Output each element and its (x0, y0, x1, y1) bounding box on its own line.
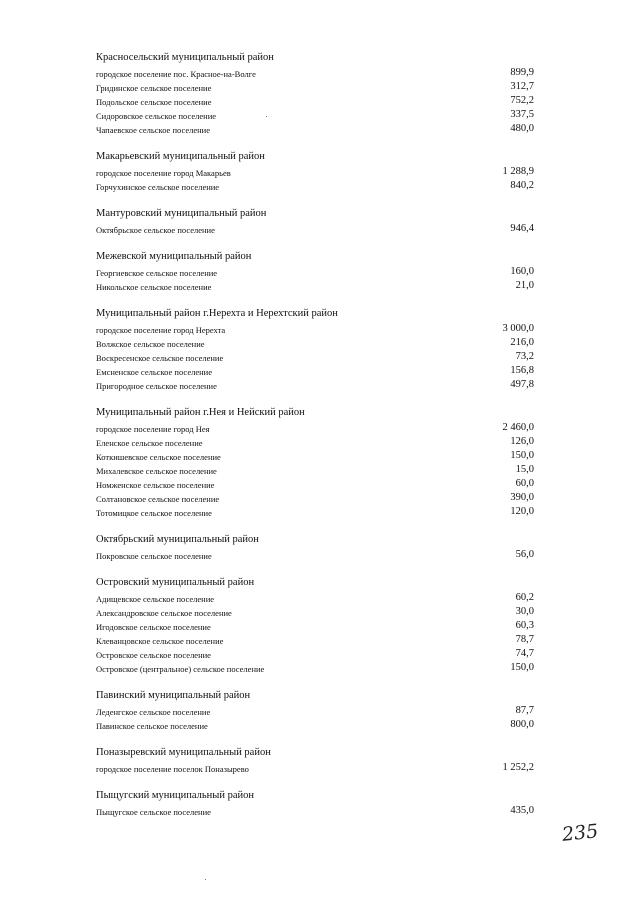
settlement-amount: 56,0 (515, 549, 534, 560)
settlement-name: Леденгское сельское поселение (96, 707, 211, 717)
settlement-row (96, 350, 540, 364)
settlement-amount: 946,4 (510, 223, 534, 234)
settlement-amount: 337,5 (510, 109, 534, 120)
district-block (96, 50, 540, 136)
settlement-row (96, 122, 540, 136)
settlement-amount: 73,2 (515, 351, 534, 362)
settlement-name: Павинское сельское поселение (96, 721, 208, 731)
handwritten-page-number: 235 (560, 820, 600, 846)
settlement-name: Тотомицкое сельское поселение (96, 508, 212, 518)
settlement-amount: 480,0 (510, 123, 534, 134)
district-title: Островский муниципальный район (96, 577, 255, 588)
settlement-row (96, 477, 540, 491)
settlement-name: Волжское сельское поселение (96, 339, 205, 349)
document-body (96, 50, 540, 831)
settlement-amount: 840,2 (510, 180, 534, 191)
settlement-amount: 87,7 (515, 705, 534, 716)
settlement-row (96, 591, 540, 605)
settlement-amount: 60,0 (515, 478, 534, 489)
settlement-name: Покровское сельское поселение (96, 551, 212, 561)
settlement-row (96, 66, 540, 80)
settlement-amount: 156,8 (510, 365, 534, 376)
scan-speck (205, 879, 206, 880)
settlement-amount: 1 288,9 (502, 166, 534, 177)
district-title: Павинский муниципальный район (96, 690, 251, 701)
settlement-row (96, 619, 540, 633)
settlement-row (96, 322, 540, 336)
settlement-name: городское поселение поселок Поназырево (96, 764, 249, 774)
settlement-name: Клеванцовское сельское поселение (96, 636, 224, 646)
settlement-row (96, 94, 540, 108)
district-block (96, 788, 540, 818)
settlement-amount: 2 460,0 (502, 422, 534, 433)
settlement-name: Чапаевское сельское поселение (96, 125, 210, 135)
settlement-name: городское поселение город Макарьев (96, 168, 231, 178)
settlement-row (96, 463, 540, 477)
settlement-row (96, 165, 540, 179)
settlement-name: Емсненское сельское поселение (96, 367, 212, 377)
settlement-row (96, 108, 540, 122)
settlement-amount: 120,0 (510, 506, 534, 517)
settlement-row (96, 704, 540, 718)
settlement-row (96, 421, 540, 435)
settlement-amount: 60,3 (515, 620, 534, 631)
settlement-name: Номженское сельское поселение (96, 480, 215, 490)
settlement-row (96, 661, 540, 675)
settlement-row (96, 265, 540, 279)
settlement-amount: 126,0 (510, 436, 534, 447)
settlement-name: Пыщугское сельское поселение (96, 807, 211, 817)
district-title: Октябрьский муниципальный район (96, 534, 259, 545)
settlement-name: Адищевское сельское поселение (96, 594, 215, 604)
settlement-amount: 1 252,2 (502, 762, 534, 773)
settlement-name: Гридинское сельское поселение (96, 83, 212, 93)
settlement-amount: 435,0 (510, 805, 534, 816)
district-block (96, 206, 540, 236)
district-block (96, 405, 540, 519)
settlement-name: Никольское сельское поселение (96, 282, 212, 292)
settlement-name: Еленское сельское поселение (96, 438, 203, 448)
settlement-amount: 752,2 (510, 95, 534, 106)
settlement-row (96, 505, 540, 519)
settlement-amount: 150,0 (510, 450, 534, 461)
district-block (96, 532, 540, 562)
settlement-row (96, 761, 540, 775)
settlement-row (96, 605, 540, 619)
settlement-name: Подольское сельское поселение (96, 97, 212, 107)
district-block (96, 149, 540, 193)
settlement-name: Георгиевское сельское поселение (96, 268, 218, 278)
settlement-name: Пригородное сельское поселение (96, 381, 217, 391)
settlement-row (96, 491, 540, 505)
settlement-amount: 216,0 (510, 337, 534, 348)
settlement-name: Коткишевское сельское поселение (96, 452, 221, 462)
settlement-name: Октябрьское сельское поселение (96, 225, 215, 235)
district-title: Поназыревский муниципальный район (96, 747, 271, 758)
settlement-row (96, 179, 540, 193)
settlement-amount: 312,7 (510, 81, 534, 92)
settlement-name: Сидоровское сельское поселение (96, 111, 217, 121)
settlement-amount: 150,0 (510, 662, 534, 673)
settlement-name: Островское (центральное) сельское поселение (96, 664, 265, 674)
district-title: Макарьевский муниципальный район (96, 151, 265, 162)
settlement-amount: 497,8 (510, 379, 534, 390)
settlement-row (96, 647, 540, 661)
settlement-row (96, 279, 540, 293)
settlement-name: Островское сельское поселение (96, 650, 211, 660)
district-title: Мантуровский муниципальный район (96, 208, 267, 219)
settlement-row (96, 80, 540, 94)
settlement-row (96, 633, 540, 647)
settlement-row (96, 718, 540, 732)
settlement-name: Александровское сельское поселение (96, 608, 232, 618)
settlement-amount: 30,0 (515, 606, 534, 617)
district-title: Красносельский муниципальный район (96, 52, 274, 63)
district-block (96, 688, 540, 732)
settlement-row (96, 364, 540, 378)
settlement-name: городское поселение пос. Красное-на-Волге (96, 69, 256, 79)
settlement-name: Михалевское сельское поселение (96, 466, 217, 476)
settlement-amount: 390,0 (510, 492, 534, 503)
settlement-amount: 800,0 (510, 719, 534, 730)
settlement-row (96, 804, 540, 818)
settlement-amount: 15,0 (515, 464, 534, 475)
settlement-row (96, 435, 540, 449)
settlement-name: Солтановское сельское поселение (96, 494, 220, 504)
settlement-amount: 74,7 (515, 648, 534, 659)
settlement-name: Воскресенское сельское поселение (96, 353, 224, 363)
district-title: Межевской муниципальный район (96, 251, 252, 262)
settlement-name: Игодовское сельское поселение (96, 622, 211, 632)
settlement-amount: 899,9 (510, 67, 534, 78)
settlement-amount: 60,2 (515, 592, 534, 603)
settlement-name: Горчухинское сельское поселение (96, 182, 220, 192)
district-title: Пыщугский муниципальный район (96, 790, 254, 801)
settlement-amount: 160,0 (510, 266, 534, 277)
settlement-name: городское поселение город Нерехта (96, 325, 226, 335)
settlement-row (96, 548, 540, 562)
district-block (96, 745, 540, 775)
district-title: Муниципальный район г.Нея и Нейский район (96, 407, 305, 418)
settlement-amount: 3 000,0 (502, 323, 534, 334)
district-block (96, 575, 540, 675)
settlement-row (96, 336, 540, 350)
settlement-amount: 78,7 (515, 634, 534, 645)
district-block (96, 306, 540, 392)
district-block (96, 249, 540, 293)
settlement-amount: 21,0 (515, 280, 534, 291)
settlement-row (96, 222, 540, 236)
district-title: Муниципальный район г.Нерехта и Нерехтский район (96, 308, 338, 319)
settlement-row (96, 449, 540, 463)
settlement-row (96, 378, 540, 392)
settlement-name: городское поселение город Нея (96, 424, 210, 434)
scan-speck (266, 116, 267, 117)
